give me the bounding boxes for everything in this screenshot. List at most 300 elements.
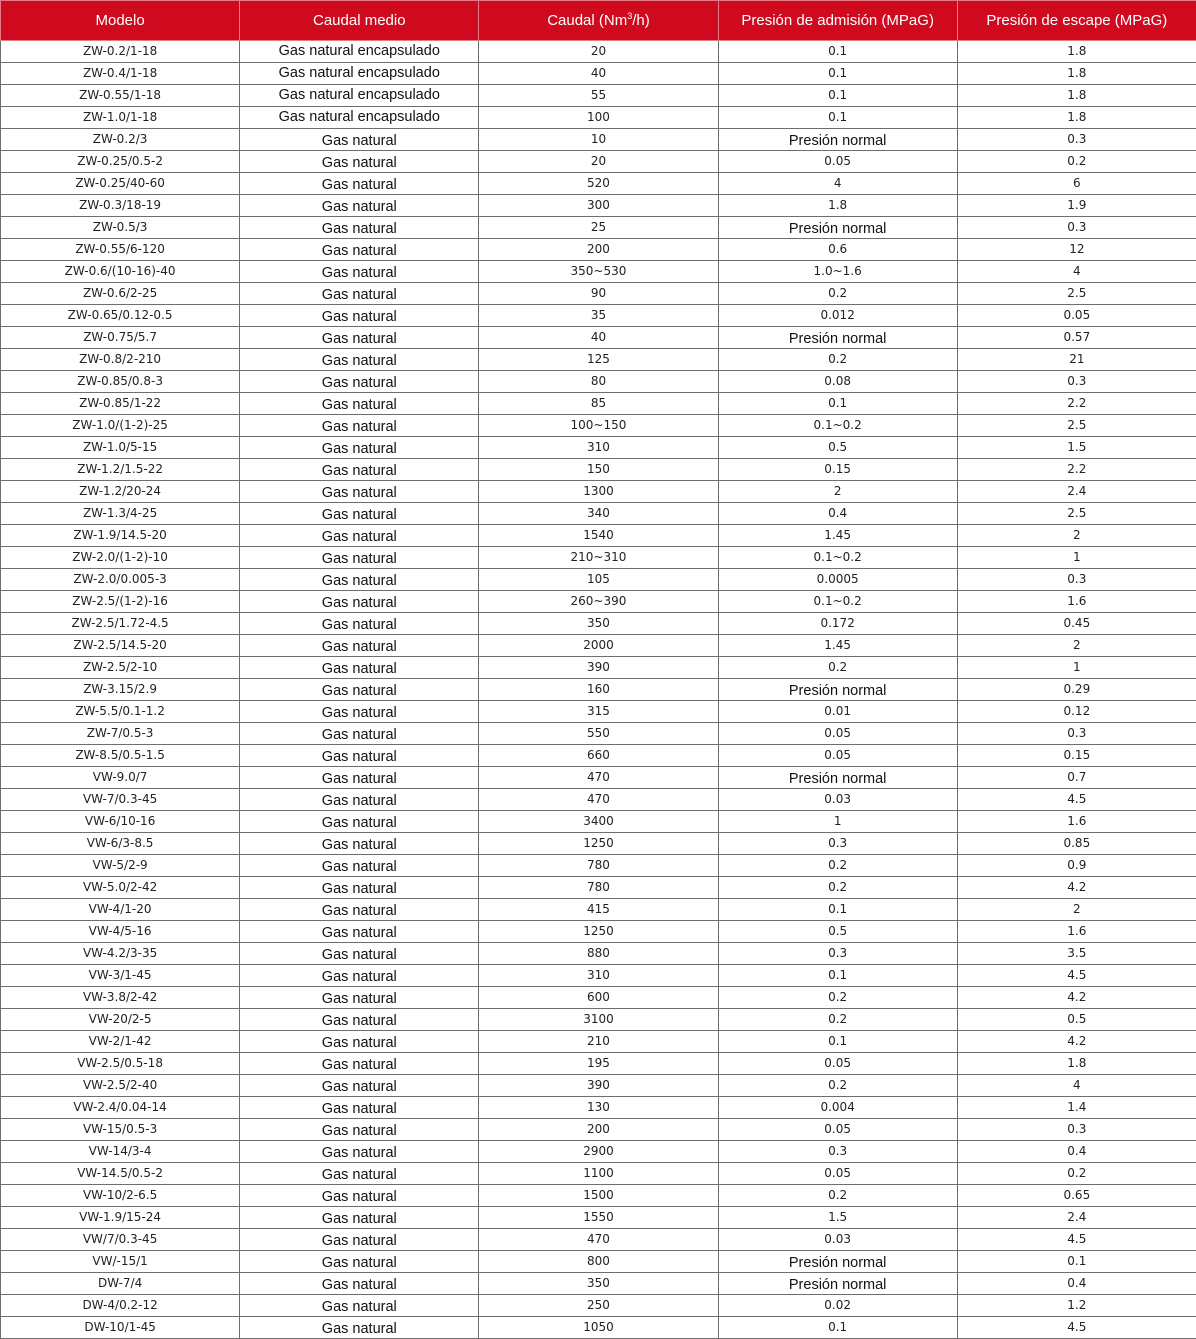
cell-model: ZW-1.2/20-24 (1, 481, 240, 503)
cell-model: DW-4/0.2-12 (1, 1295, 240, 1317)
cell-inlet-pressure: 0.1 (718, 85, 957, 107)
cell-flow: 100 (479, 107, 718, 129)
cell-flow: 310 (479, 965, 718, 987)
cell-flow: 55 (479, 85, 718, 107)
table-row (1, 569, 1196, 591)
table-row (1, 921, 1196, 943)
cell-flow: 195 (479, 1053, 718, 1075)
cell-outlet-pressure: 0.7 (957, 767, 1196, 789)
cell-model: VW-6/10-16 (1, 811, 240, 833)
cell-flow: 800 (479, 1251, 718, 1273)
cell-outlet-pressure: 1.8 (957, 85, 1196, 107)
cell-flow: 20 (479, 151, 718, 173)
table-row (1, 1163, 1196, 1185)
cell-medium: Gas natural (240, 1207, 479, 1229)
cell-model: ZW-1.2/1.5-22 (1, 459, 240, 481)
cell-outlet-pressure: 1.2 (957, 1295, 1196, 1317)
cell-model: VW-7/0.3-45 (1, 789, 240, 811)
cell-model: ZW-0.65/0.12-0.5 (1, 305, 240, 327)
cell-flow: 1100 (479, 1163, 718, 1185)
cell-medium: Gas natural (240, 283, 479, 305)
cell-flow: 310 (479, 437, 718, 459)
table-row (1, 657, 1196, 679)
header-medium: Caudal medio (240, 1, 479, 41)
cell-outlet-pressure: 0.57 (957, 327, 1196, 349)
cell-medium: Gas natural (240, 635, 479, 657)
cell-flow: 3100 (479, 1009, 718, 1031)
cell-medium: Gas natural (240, 393, 479, 415)
cell-medium: Gas natural (240, 965, 479, 987)
table-row (1, 41, 1196, 63)
cell-inlet-pressure: 0.05 (718, 1053, 957, 1075)
cell-outlet-pressure: 0.1 (957, 1251, 1196, 1273)
cell-outlet-pressure: 0.3 (957, 129, 1196, 151)
cell-flow: 160 (479, 679, 718, 701)
cell-flow: 25 (479, 217, 718, 239)
cell-inlet-pressure: 0.08 (718, 371, 957, 393)
table-row (1, 701, 1196, 723)
table-row (1, 1229, 1196, 1251)
cell-outlet-pressure: 0.29 (957, 679, 1196, 701)
table-row (1, 415, 1196, 437)
table-row (1, 85, 1196, 107)
cell-inlet-pressure: 0.03 (718, 789, 957, 811)
cell-flow: 1500 (479, 1185, 718, 1207)
cell-inlet-pressure: 2 (718, 481, 957, 503)
cell-flow: 200 (479, 1119, 718, 1141)
header-outlet-pressure: Presión de escape (MPaG) (957, 1, 1196, 41)
header-flow-prefix: Caudal (Nm (547, 12, 627, 29)
cell-outlet-pressure: 1 (957, 547, 1196, 569)
cell-inlet-pressure: 0.2 (718, 349, 957, 371)
cell-medium: Gas natural (240, 327, 479, 349)
cell-model: ZW-0.2/3 (1, 129, 240, 151)
cell-inlet-pressure: 0.05 (718, 151, 957, 173)
table-row (1, 1031, 1196, 1053)
cell-outlet-pressure: 0.45 (957, 613, 1196, 635)
table-row (1, 481, 1196, 503)
cell-medium: Gas natural (240, 591, 479, 613)
table-row (1, 1295, 1196, 1317)
cell-outlet-pressure: 1.8 (957, 41, 1196, 63)
cell-inlet-pressure: 0.5 (718, 921, 957, 943)
cell-flow: 340 (479, 503, 718, 525)
cell-model: ZW-1.9/14.5-20 (1, 525, 240, 547)
table-row (1, 1273, 1196, 1295)
cell-medium: Gas natural (240, 899, 479, 921)
cell-medium: Gas natural (240, 877, 479, 899)
cell-flow: 470 (479, 1229, 718, 1251)
cell-flow: 150 (479, 459, 718, 481)
cell-inlet-pressure: 0.3 (718, 833, 957, 855)
cell-medium: Gas natural (240, 855, 479, 877)
cell-flow: 780 (479, 855, 718, 877)
cell-flow: 415 (479, 899, 718, 921)
cell-model: ZW-0.55/6-120 (1, 239, 240, 261)
cell-medium: Gas natural (240, 547, 479, 569)
header-inlet-pressure: Presión de admisión (MPaG) (718, 1, 957, 41)
cell-outlet-pressure: 4.2 (957, 987, 1196, 1009)
cell-medium: Gas natural encapsulado (240, 107, 479, 129)
cell-model: VW-14.5/0.5-2 (1, 1163, 240, 1185)
cell-model: ZW-1.0/5-15 (1, 437, 240, 459)
cell-outlet-pressure: 0.3 (957, 723, 1196, 745)
cell-medium: Gas natural (240, 613, 479, 635)
cell-model: VW-15/0.5-3 (1, 1119, 240, 1141)
table-row (1, 811, 1196, 833)
cell-model: ZW-0.4/1-18 (1, 63, 240, 85)
cell-model: ZW-2.0/(1-2)-10 (1, 547, 240, 569)
cell-flow: 85 (479, 393, 718, 415)
cell-inlet-pressure: 0.1 (718, 393, 957, 415)
cell-flow: 125 (479, 349, 718, 371)
cell-medium: Gas natural (240, 987, 479, 1009)
cell-inlet-pressure: 0.172 (718, 613, 957, 635)
cell-medium: Gas natural (240, 239, 479, 261)
cell-inlet-pressure: 0.6 (718, 239, 957, 261)
cell-medium: Gas natural (240, 217, 479, 239)
cell-inlet-pressure: 0.1 (718, 63, 957, 85)
cell-medium: Gas natural (240, 129, 479, 151)
cell-inlet-pressure: 0.5 (718, 437, 957, 459)
cell-flow: 470 (479, 789, 718, 811)
cell-model: VW-14/3-4 (1, 1141, 240, 1163)
cell-flow: 1540 (479, 525, 718, 547)
table-row (1, 437, 1196, 459)
cell-flow: 1550 (479, 1207, 718, 1229)
cell-medium: Gas natural (240, 657, 479, 679)
cell-inlet-pressure: 0.2 (718, 657, 957, 679)
cell-flow: 35 (479, 305, 718, 327)
cell-flow: 520 (479, 173, 718, 195)
cell-inlet-pressure: 0.1 (718, 107, 957, 129)
cell-inlet-pressure: 0.3 (718, 1141, 957, 1163)
cell-outlet-pressure: 1.4 (957, 1097, 1196, 1119)
cell-outlet-pressure: 1.8 (957, 63, 1196, 85)
table-row (1, 503, 1196, 525)
cell-model: ZW-7/0.5-3 (1, 723, 240, 745)
cell-model: ZW-2.5/(1-2)-16 (1, 591, 240, 613)
cell-inlet-pressure: 0.3 (718, 943, 957, 965)
table-row (1, 261, 1196, 283)
cell-outlet-pressure: 4.5 (957, 965, 1196, 987)
cell-medium: Gas natural (240, 1273, 479, 1295)
cell-outlet-pressure: 0.9 (957, 855, 1196, 877)
cell-flow: 40 (479, 327, 718, 349)
cell-medium: Gas natural (240, 745, 479, 767)
cell-model: ZW-2.0/0.005-3 (1, 569, 240, 591)
table-row (1, 459, 1196, 481)
cell-flow: 315 (479, 701, 718, 723)
cell-outlet-pressure: 0.3 (957, 569, 1196, 591)
header-model: Modelo (1, 1, 240, 41)
header-flow (479, 1, 718, 41)
cell-model: ZW-0.55/1-18 (1, 85, 240, 107)
cell-inlet-pressure: 0.2 (718, 877, 957, 899)
cell-outlet-pressure: 1.6 (957, 811, 1196, 833)
cell-medium: Gas natural encapsulado (240, 63, 479, 85)
cell-outlet-pressure: 0.05 (957, 305, 1196, 327)
table-row (1, 151, 1196, 173)
cell-outlet-pressure: 4.2 (957, 1031, 1196, 1053)
cell-flow: 470 (479, 767, 718, 789)
cell-inlet-pressure: 0.1~0.2 (718, 591, 957, 613)
table-row (1, 371, 1196, 393)
cell-model: ZW-1.0/1-18 (1, 107, 240, 129)
cell-medium: Gas natural (240, 305, 479, 327)
cell-inlet-pressure: Presión normal (718, 767, 957, 789)
table-row (1, 525, 1196, 547)
cell-outlet-pressure: 4.5 (957, 789, 1196, 811)
cell-outlet-pressure: 1.8 (957, 107, 1196, 129)
cell-model: VW-2/1-42 (1, 1031, 240, 1053)
table-row (1, 1185, 1196, 1207)
cell-outlet-pressure: 1.9 (957, 195, 1196, 217)
cell-model: ZW-5.5/0.1-1.2 (1, 701, 240, 723)
cell-model: VW-5/2-9 (1, 855, 240, 877)
cell-model: ZW-1.0/(1-2)-25 (1, 415, 240, 437)
cell-medium: Gas natural (240, 173, 479, 195)
cell-outlet-pressure: 0.3 (957, 371, 1196, 393)
cell-model: VW-3.8/2-42 (1, 987, 240, 1009)
cell-inlet-pressure: 0.05 (718, 1119, 957, 1141)
cell-outlet-pressure: 4 (957, 1075, 1196, 1097)
cell-flow: 100~150 (479, 415, 718, 437)
cell-flow: 200 (479, 239, 718, 261)
cell-medium: Gas natural (240, 459, 479, 481)
cell-medium: Gas natural (240, 569, 479, 591)
table-row (1, 1317, 1196, 1339)
cell-inlet-pressure: 0.02 (718, 1295, 957, 1317)
cell-inlet-pressure: 0.1~0.2 (718, 547, 957, 569)
header-flow-suffix: /h) (632, 12, 650, 29)
cell-model: ZW-2.5/14.5-20 (1, 635, 240, 657)
cell-inlet-pressure: 1.45 (718, 635, 957, 657)
cell-model: VW-20/2-5 (1, 1009, 240, 1031)
cell-medium: Gas natural encapsulado (240, 41, 479, 63)
cell-inlet-pressure: 0.1 (718, 965, 957, 987)
cell-medium: Gas natural (240, 1053, 479, 1075)
cell-flow: 350 (479, 1273, 718, 1295)
cell-inlet-pressure: 0.2 (718, 987, 957, 1009)
cell-model: ZW-0.2/1-18 (1, 41, 240, 63)
cell-medium: Gas natural (240, 789, 479, 811)
table-row (1, 239, 1196, 261)
cell-inlet-pressure: 0.1 (718, 1031, 957, 1053)
cell-medium: Gas natural (240, 1031, 479, 1053)
table-row (1, 767, 1196, 789)
cell-inlet-pressure: 0.05 (718, 745, 957, 767)
cell-inlet-pressure: 1.45 (718, 525, 957, 547)
cell-flow: 40 (479, 63, 718, 85)
cell-inlet-pressure: 0.1~0.2 (718, 415, 957, 437)
table-row (1, 349, 1196, 371)
cell-model: VW-2.5/2-40 (1, 1075, 240, 1097)
cell-medium: Gas natural (240, 1295, 479, 1317)
table-row (1, 1251, 1196, 1273)
cell-model: ZW-1.3/4-25 (1, 503, 240, 525)
cell-flow: 550 (479, 723, 718, 745)
cell-flow: 300 (479, 195, 718, 217)
cell-outlet-pressure: 2.2 (957, 393, 1196, 415)
cell-medium: Gas natural (240, 811, 479, 833)
cell-model: ZW-0.85/0.8-3 (1, 371, 240, 393)
cell-medium: Gas natural (240, 921, 479, 943)
cell-medium: Gas natural (240, 525, 479, 547)
cell-model: DW-7/4 (1, 1273, 240, 1295)
cell-flow: 390 (479, 657, 718, 679)
cell-medium: Gas natural (240, 1317, 479, 1339)
cell-outlet-pressure: 21 (957, 349, 1196, 371)
cell-model: VW-4/5-16 (1, 921, 240, 943)
cell-model: VW-4.2/3-35 (1, 943, 240, 965)
cell-inlet-pressure: Presión normal (718, 217, 957, 239)
cell-flow: 1250 (479, 833, 718, 855)
table-row (1, 129, 1196, 151)
cell-model: VW-9.0/7 (1, 767, 240, 789)
cell-outlet-pressure: 2.2 (957, 459, 1196, 481)
cell-medium: Gas natural (240, 1119, 479, 1141)
header-row (1, 1, 1196, 41)
table-row (1, 283, 1196, 305)
cell-outlet-pressure: 1.8 (957, 1053, 1196, 1075)
cell-inlet-pressure: Presión normal (718, 1251, 957, 1273)
table-row (1, 899, 1196, 921)
table-row (1, 1141, 1196, 1163)
table-row (1, 1097, 1196, 1119)
cell-inlet-pressure: 0.1 (718, 899, 957, 921)
cell-flow: 660 (479, 745, 718, 767)
cell-flow: 20 (479, 41, 718, 63)
cell-model: ZW-8.5/0.5-1.5 (1, 745, 240, 767)
cell-inlet-pressure: Presión normal (718, 679, 957, 701)
cell-model: VW/-15/1 (1, 1251, 240, 1273)
cell-flow: 600 (479, 987, 718, 1009)
cell-inlet-pressure: 0.2 (718, 855, 957, 877)
table-row (1, 723, 1196, 745)
cell-flow: 90 (479, 283, 718, 305)
table-row (1, 173, 1196, 195)
cell-outlet-pressure: 1.6 (957, 591, 1196, 613)
cell-inlet-pressure: 1 (718, 811, 957, 833)
cell-flow: 250 (479, 1295, 718, 1317)
cell-inlet-pressure: 0.2 (718, 1185, 957, 1207)
table-row (1, 1075, 1196, 1097)
cell-model: VW-5.0/2-42 (1, 877, 240, 899)
cell-model: ZW-0.85/1-22 (1, 393, 240, 415)
cell-model: ZW-0.3/18-19 (1, 195, 240, 217)
cell-outlet-pressure: 2.4 (957, 481, 1196, 503)
cell-medium: Gas natural (240, 349, 479, 371)
table-row (1, 1119, 1196, 1141)
cell-flow: 2900 (479, 1141, 718, 1163)
cell-flow: 880 (479, 943, 718, 965)
cell-outlet-pressure: 1.5 (957, 437, 1196, 459)
cell-inlet-pressure: 0.15 (718, 459, 957, 481)
table-row (1, 679, 1196, 701)
cell-outlet-pressure: 4 (957, 261, 1196, 283)
cell-inlet-pressure: Presión normal (718, 327, 957, 349)
cell-model: ZW-2.5/1.72-4.5 (1, 613, 240, 635)
cell-outlet-pressure: 0.2 (957, 151, 1196, 173)
table-row (1, 1207, 1196, 1229)
cell-medium: Gas natural encapsulado (240, 85, 479, 107)
table-body (1, 41, 1196, 1339)
cell-outlet-pressure: 0.65 (957, 1185, 1196, 1207)
cell-medium: Gas natural (240, 415, 479, 437)
cell-outlet-pressure: 4.2 (957, 877, 1196, 899)
table-row (1, 63, 1196, 85)
cell-medium: Gas natural (240, 481, 479, 503)
cell-model: VW/7/0.3-45 (1, 1229, 240, 1251)
header-flow-sup: 3 (627, 11, 632, 21)
table-row (1, 217, 1196, 239)
cell-medium: Gas natural (240, 1009, 479, 1031)
table-row (1, 547, 1196, 569)
table-row (1, 987, 1196, 1009)
cell-flow: 80 (479, 371, 718, 393)
cell-inlet-pressure: 0.004 (718, 1097, 957, 1119)
cell-outlet-pressure: 2.4 (957, 1207, 1196, 1229)
cell-outlet-pressure: 12 (957, 239, 1196, 261)
cell-flow: 105 (479, 569, 718, 591)
cell-inlet-pressure: 0.0005 (718, 569, 957, 591)
cell-inlet-pressure: 0.1 (718, 1317, 957, 1339)
cell-inlet-pressure: 1.8 (718, 195, 957, 217)
cell-medium: Gas natural (240, 679, 479, 701)
cell-model: VW-4/1-20 (1, 899, 240, 921)
cell-medium: Gas natural (240, 151, 479, 173)
cell-flow: 210~310 (479, 547, 718, 569)
cell-inlet-pressure: Presión normal (718, 129, 957, 151)
table-row (1, 591, 1196, 613)
cell-outlet-pressure: 2.5 (957, 283, 1196, 305)
cell-medium: Gas natural (240, 1185, 479, 1207)
cell-flow: 1250 (479, 921, 718, 943)
cell-flow: 260~390 (479, 591, 718, 613)
cell-model: VW-3/1-45 (1, 965, 240, 987)
cell-flow: 1300 (479, 481, 718, 503)
cell-medium: Gas natural (240, 701, 479, 723)
cell-medium: Gas natural (240, 371, 479, 393)
table-row (1, 195, 1196, 217)
cell-outlet-pressure: 2 (957, 899, 1196, 921)
cell-inlet-pressure: 0.012 (718, 305, 957, 327)
cell-medium: Gas natural (240, 1251, 479, 1273)
table-row (1, 393, 1196, 415)
cell-outlet-pressure: 1.6 (957, 921, 1196, 943)
cell-outlet-pressure: 4.5 (957, 1317, 1196, 1339)
cell-model: VW-10/2-6.5 (1, 1185, 240, 1207)
cell-model: ZW-2.5/2-10 (1, 657, 240, 679)
cell-outlet-pressure: 0.3 (957, 217, 1196, 239)
table-header (1, 1, 1196, 41)
table-row (1, 635, 1196, 657)
cell-model: ZW-3.15/2.9 (1, 679, 240, 701)
table-row (1, 745, 1196, 767)
cell-medium: Gas natural (240, 1097, 479, 1119)
cell-flow: 1050 (479, 1317, 718, 1339)
cell-inlet-pressure: Presión normal (718, 1273, 957, 1295)
table-row (1, 833, 1196, 855)
cell-inlet-pressure: 0.2 (718, 283, 957, 305)
cell-medium: Gas natural (240, 1163, 479, 1185)
cell-outlet-pressure: 2 (957, 525, 1196, 547)
table-row (1, 327, 1196, 349)
cell-medium: Gas natural (240, 503, 479, 525)
cell-inlet-pressure: 0.05 (718, 1163, 957, 1185)
cell-outlet-pressure: 2 (957, 635, 1196, 657)
